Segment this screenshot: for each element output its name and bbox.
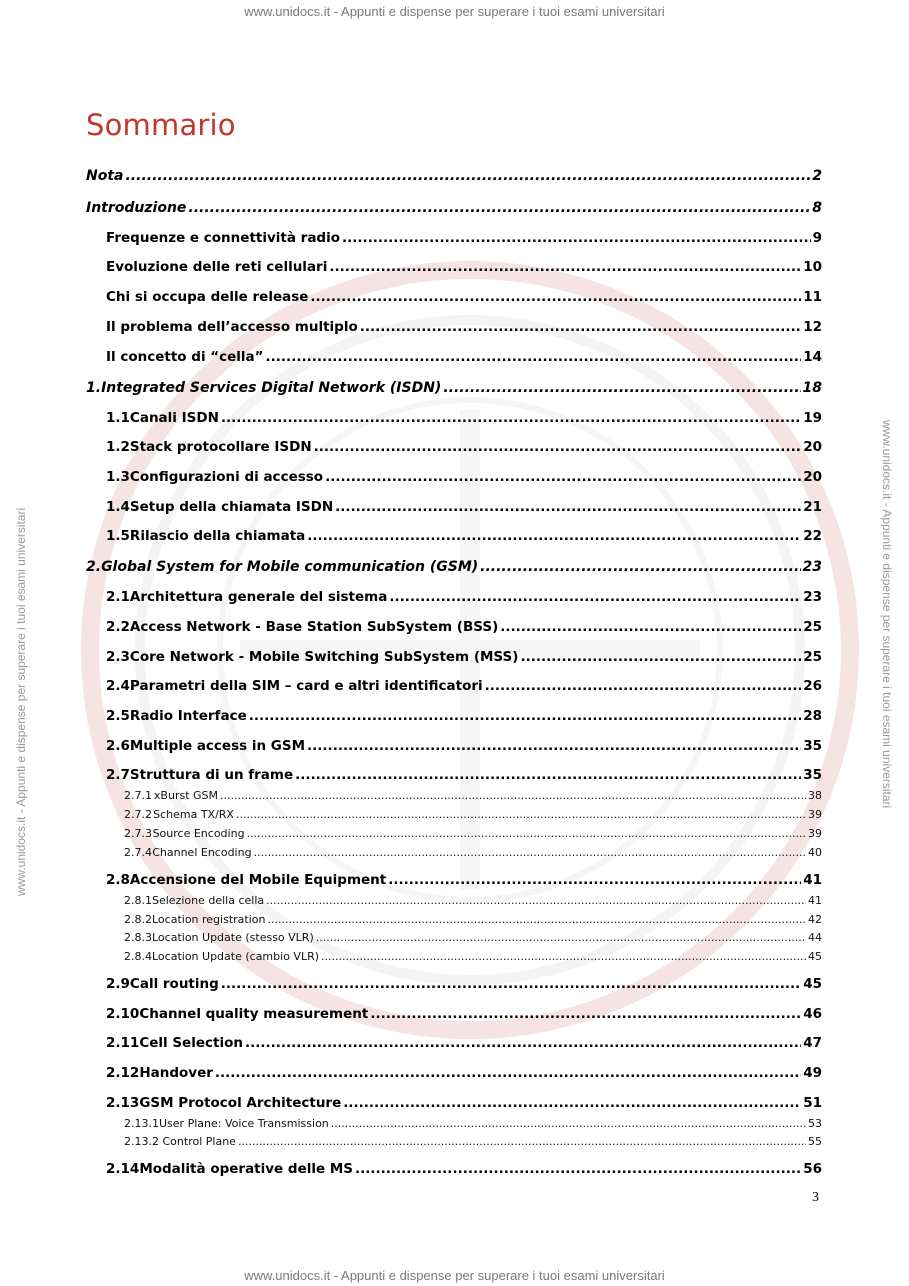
toc-entry-page: 47 — [803, 1035, 822, 1051]
toc-entry-title: Channel Encoding — [152, 846, 252, 859]
watermark-left-side: www.unidocs.it - Appunti e dispense per superare i tuoi esami universitari — [14, 507, 28, 896]
toc-entry-title: Rilascio della chiamata — [129, 528, 306, 544]
toc-entry-title: Chi si occupa delle release — [106, 289, 309, 305]
toc-entry-page: 28 — [803, 708, 822, 724]
toc-entry[interactable] — [106, 469, 822, 485]
toc-dot-leader — [325, 469, 801, 485]
toc-entry-number: 2.8 — [106, 872, 130, 888]
toc-entry-number: 2.5 — [106, 708, 130, 724]
toc-entry-title: Modalità operative delle MS — [139, 1161, 353, 1177]
toc-dot-leader — [266, 349, 802, 365]
toc-dot-leader — [221, 410, 801, 426]
toc-dot-leader — [370, 1006, 801, 1022]
toc-entry-page: 42 — [808, 913, 822, 926]
toc-entry[interactable] — [106, 589, 822, 605]
toc-entry[interactable] — [106, 1161, 822, 1177]
toc-entry-page: 10 — [803, 259, 822, 275]
toc-entry-page: 9 — [812, 230, 822, 246]
toc-entry-title: Accensione del Mobile Equipment — [129, 872, 387, 888]
toc-dot-leader — [307, 528, 801, 544]
toc-entry-title: User Plane: Voice Transmission — [159, 1117, 329, 1130]
toc-entry[interactable] — [106, 439, 822, 455]
toc-entry-number: 2.4 — [106, 678, 130, 694]
toc-entry-page: 44 — [808, 931, 822, 944]
toc-entry-number: 2.13.2 — [124, 1135, 159, 1148]
toc-entry[interactable] — [106, 1035, 822, 1051]
toc-entry-number: 1.2 — [106, 439, 130, 455]
toc-dot-leader — [268, 913, 807, 926]
toc-entry-number: 1.4 — [106, 499, 130, 515]
toc-entry-title: Stack protocollare ISDN — [129, 439, 312, 455]
toc-entry[interactable] — [106, 678, 822, 694]
toc-entry-page: 2 — [812, 168, 822, 184]
toc-entry[interactable] — [124, 808, 822, 821]
toc-entry[interactable] — [106, 738, 822, 754]
toc-entry-page: 26 — [803, 678, 822, 694]
toc-entry-title: Location Update (stesso VLR) — [152, 931, 314, 944]
watermark-footer: www.unidocs.it - Appunti e dispense per superare i tuoi esami universitari — [244, 1268, 665, 1283]
toc-entry-number: 2.8.2 — [124, 913, 152, 926]
toc-dot-leader — [236, 808, 806, 821]
toc-entry-page: 53 — [808, 1117, 822, 1130]
toc-entry[interactable] — [124, 913, 822, 926]
toc-dot-leader — [500, 619, 801, 635]
toc-entry-page: 18 — [802, 380, 822, 396]
toc-entry-page: 23 — [803, 589, 822, 605]
toc-entry-title: Selezione della cella — [152, 894, 265, 907]
toc-entry-title: Schema TX/RX — [153, 808, 234, 821]
toc-entry[interactable] — [106, 649, 822, 665]
toc-entry[interactable] — [124, 827, 822, 840]
toc-entry-number: 2.7.2 — [124, 808, 152, 821]
toc-entry-number: 2.13.1 — [124, 1117, 159, 1130]
toc-entry-page: 19 — [803, 410, 822, 426]
toc-entry-page: 25 — [803, 619, 822, 635]
toc-entry-title: Location registration — [152, 913, 266, 926]
toc-entry-number: 1.1 — [106, 410, 130, 426]
toc-entry[interactable] — [106, 230, 822, 246]
toc-entry[interactable] — [106, 259, 822, 275]
toc-entry-number: 1. — [86, 380, 102, 396]
toc-entry-title: xBurst GSM — [153, 789, 219, 802]
toc-entry[interactable] — [86, 200, 822, 216]
toc-entry-number: 2. — [86, 559, 102, 575]
toc-entry[interactable] — [106, 410, 822, 426]
toc-dot-leader — [249, 708, 801, 724]
toc-entry[interactable] — [124, 950, 822, 963]
toc-dot-leader — [310, 289, 801, 305]
toc-entry-title: Channel quality measurement — [139, 1006, 369, 1022]
toc-dot-leader — [520, 649, 801, 665]
toc-dot-leader — [485, 678, 802, 694]
toc-dot-leader — [329, 259, 801, 275]
toc-entry-title: Integrated Services Digital Network (ISDN) — [101, 380, 442, 396]
toc-entry-page: 35 — [803, 767, 822, 783]
toc-entry-number: 1.3 — [106, 469, 130, 485]
toc-dot-leader — [314, 439, 802, 455]
toc-entry-title: Evoluzione delle reti cellulari — [106, 259, 328, 275]
toc-entry[interactable] — [106, 499, 822, 515]
toc-entry-number: 2.14 — [106, 1161, 140, 1177]
toc-dot-leader — [266, 894, 806, 907]
toc-entry[interactable] — [106, 976, 822, 992]
toc-dot-leader — [254, 846, 806, 859]
toc-entry-number: 2.7.3 — [124, 827, 152, 840]
toc-entry-page: 45 — [803, 976, 822, 992]
toc-entry-page: 23 — [802, 559, 822, 575]
toc-dot-leader — [355, 1161, 801, 1177]
toc-entry-title: Architettura generale del sistema — [129, 589, 388, 605]
toc-entry-page: 14 — [803, 349, 822, 365]
toc-entry-number: 2.8.4 — [124, 950, 152, 963]
toc-dot-leader — [335, 499, 801, 515]
toc-entry[interactable] — [86, 559, 822, 575]
toc-entry-number: 2.11 — [106, 1035, 140, 1051]
toc-dot-leader — [247, 827, 806, 840]
toc-entry-title: Struttura di un frame — [129, 767, 294, 783]
toc-entry-page: 39 — [808, 827, 822, 840]
toc-entry-number: 2.7.4 — [124, 846, 152, 859]
toc-dot-leader — [125, 168, 810, 184]
toc-dot-leader — [316, 931, 806, 944]
toc-entry-title: Location Update (cambio VLR) — [152, 950, 320, 963]
toc-entry[interactable] — [106, 708, 822, 724]
toc-entry[interactable] — [106, 1065, 822, 1081]
toc-entry-title: Il concetto di “cella” — [106, 349, 264, 365]
toc-entry[interactable] — [124, 1135, 822, 1148]
toc-dot-leader — [188, 200, 810, 216]
toc-entry-title: Nota — [86, 168, 124, 184]
toc-dot-leader — [388, 872, 801, 888]
watermark-right-side: www.unidocs.it - Appunti e dispense per superare i tuoi esami universitari — [880, 420, 894, 809]
toc-entry-title: GSM Protocol Architecture — [139, 1095, 342, 1111]
toc-entry-title: Parametri della SIM – card e altri identificatori — [129, 678, 483, 694]
toc-entry-title: Source Encoding — [152, 827, 245, 840]
toc-entry[interactable] — [124, 846, 822, 859]
toc-entry[interactable] — [106, 528, 822, 544]
toc-entry-number: 2.7.1 — [124, 789, 152, 802]
toc-dot-leader — [220, 789, 806, 802]
toc-entry-page: 46 — [803, 1006, 822, 1022]
toc-entry-title: Canali ISDN — [129, 410, 219, 426]
toc-entry-page: 45 — [808, 950, 822, 963]
toc-entry-page: 25 — [803, 649, 822, 665]
toc-dot-leader — [480, 559, 800, 575]
toc-entry[interactable] — [124, 789, 822, 802]
toc-entry-title: Cell Selection — [139, 1035, 243, 1051]
toc-entry-number: 2.3 — [106, 649, 130, 665]
toc-entry-title: Configurazioni di accesso — [129, 469, 324, 485]
toc-dot-leader — [221, 976, 801, 992]
toc-entry-number: 2.6 — [106, 738, 130, 754]
toc-dot-leader — [238, 1135, 806, 1148]
toc-entry[interactable] — [106, 619, 822, 635]
toc-dot-leader — [331, 1117, 806, 1130]
toc-entry-number: 2.12 — [106, 1065, 140, 1081]
toc-entry-title: Core Network - Mobile Switching SubSystem (MSS) — [129, 649, 519, 665]
toc-entry-page: 20 — [803, 469, 822, 485]
toc-entry-title: Frequenze e connettività radio — [106, 230, 340, 246]
toc-entry[interactable] — [106, 767, 822, 783]
toc-dot-leader — [321, 950, 806, 963]
toc-entry-page: 40 — [808, 846, 822, 859]
toc-dot-leader — [307, 738, 801, 754]
toc-entry-page: 41 — [808, 894, 822, 907]
watermark-header: www.unidocs.it - Appunti e dispense per superare i tuoi esami universitari — [244, 4, 665, 19]
toc-entry-page: 41 — [803, 872, 822, 888]
toc-entry-number: 2.2 — [106, 619, 130, 635]
toc-entry-title: Access Network - Base Station SubSystem (BSS) — [129, 619, 499, 635]
page-number: 3 — [812, 1190, 819, 1205]
toc-entry-title: Il problema dell’accesso multiplo — [106, 319, 358, 335]
toc-entry-title: Handover — [139, 1065, 213, 1081]
toc-dot-leader — [295, 767, 801, 783]
toc-entry-title: Setup della chiamata ISDN — [129, 499, 334, 515]
toc-dot-leader — [443, 380, 800, 396]
toc-entry-number: 2.8.1 — [124, 894, 152, 907]
toc-entry-number: 1.5 — [106, 528, 130, 544]
toc-entry[interactable] — [86, 168, 822, 184]
toc-entry-page: 39 — [808, 808, 822, 821]
toc-entry-title: Call routing — [129, 976, 219, 992]
toc-entry-page: 20 — [803, 439, 822, 455]
toc-entry-title: Radio Interface — [129, 708, 247, 724]
toc-dot-leader — [389, 589, 801, 605]
toc-heading: Sommario — [86, 108, 236, 142]
toc-dot-leader — [342, 230, 811, 246]
toc-entry-page: 38 — [808, 789, 822, 802]
toc-entry[interactable] — [106, 349, 822, 365]
toc-entry[interactable] — [106, 872, 822, 888]
toc-entry[interactable] — [124, 931, 822, 944]
toc-entry[interactable] — [124, 1117, 822, 1130]
toc-entry-title: Global System for Mobile communication (GSM) — [101, 559, 479, 575]
toc-dot-leader — [245, 1035, 801, 1051]
toc-entry-number: 2.9 — [106, 976, 130, 992]
toc-entry-number: 2.1 — [106, 589, 130, 605]
toc-entry-title: Multiple access in GSM — [129, 738, 306, 754]
toc-entry-page: 8 — [812, 200, 822, 216]
toc-entry[interactable] — [106, 1006, 822, 1022]
toc-entry[interactable] — [106, 319, 822, 335]
toc-entry-page: 12 — [803, 319, 822, 335]
toc-dot-leader — [360, 319, 801, 335]
toc-entry-page: 56 — [803, 1161, 822, 1177]
toc-entry-title: Control Plane — [162, 1135, 236, 1148]
toc-entry-page: 22 — [803, 528, 822, 544]
toc-entry-page: 49 — [803, 1065, 822, 1081]
toc-entry-number: 2.10 — [106, 1006, 140, 1022]
toc-dot-leader — [343, 1095, 801, 1111]
toc-entry[interactable] — [124, 894, 822, 907]
toc-entry[interactable] — [86, 380, 822, 396]
toc-entry-page: 21 — [803, 499, 822, 515]
toc-entry-page: 35 — [803, 738, 822, 754]
toc-entry-number: 2.7 — [106, 767, 130, 783]
toc-entry[interactable] — [106, 1095, 822, 1111]
toc-entry-page: 51 — [803, 1095, 822, 1111]
toc-entry-page: 11 — [803, 289, 822, 305]
toc-entry[interactable] — [106, 289, 822, 305]
toc-entry-number: 2.13 — [106, 1095, 140, 1111]
toc-entry-number: 2.8.3 — [124, 931, 152, 944]
toc-entry-page: 55 — [808, 1135, 822, 1148]
toc-entry-title: Introduzione — [86, 200, 187, 216]
toc-dot-leader — [215, 1065, 801, 1081]
